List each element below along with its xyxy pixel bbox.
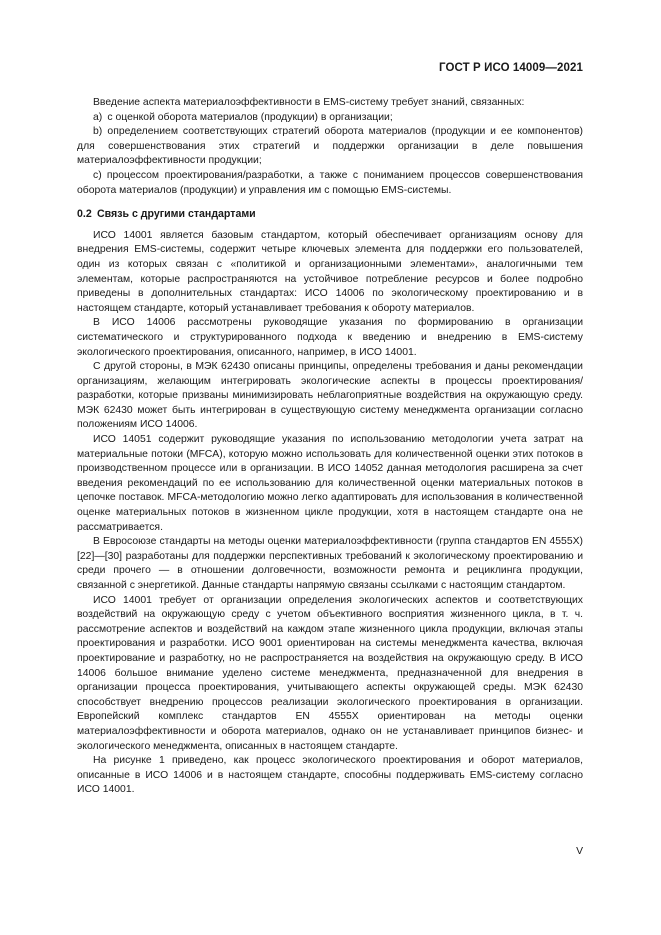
list-item-c: c) процессом проектирования/разработки, а также с пониманием процессов совершенствования оборота материалов (продукции) и управления им с помощью EMS-системы. xyxy=(77,169,583,196)
section-paragraph: ИСО 14001 является базовым стандартом, который обеспечивает организациям основу для внедрения EMS-системы, содержит четыре ключевых элемента для поддержки его пользователей, один из которых связан с «политикой и организационными элементами», аналогичными тем элементам, которые распространяются на устойчивое потребление ресурсов и более подробно приведены в дополнительных стандартах: ИСО 14006 по экологическому проектированию и в настоящем стандарте, который устанавливает требования к обороту материалов. xyxy=(77,229,583,314)
section-paragraph: В Евросоюзе стандарты на методы оценки материалоэффективности (группа стандартов EN 4555X) [22]—[30] разработаны для поддержки перспективных требований к экологическому проектированию и среди прочего — в отношении долговечности, возможности ремонта и рециклинга продукции, связанной с энергетикой. Данные стандарты напрямую связаны ссылками с настоящим стандартом. xyxy=(77,536,583,591)
section-paragraph: На рисунке 1 приведено, как процесс экологического проектирования и оборот материалов, описанные в ИСО 14006 и в настоящем стандарте, способны поддерживать EMS-систему согласно ИСО 14001. xyxy=(77,755,583,796)
section-paragraph: В ИСО 14006 рассмотрены руководящие указания по формированию в организации систематического и структурированного подхода к введению и внедрению в EMS-систему экологического проектирования, описанного, например, в ИСО 14001. xyxy=(77,317,583,358)
document-header: ГОСТ Р ИСО 14009—2021 xyxy=(438,62,583,74)
list-item-b: b) определением соответствующих стратегий оборота материалов (продукции и ее компонентов) для совершенствования этих стратегий и поддержки организации в деле повышения материалоэффективности продукции; xyxy=(77,126,583,167)
section-paragraph: ИСО 14051 содержит руководящие указания по использованию методологии учета затрат на материальные потоки (MFCA), которую можно использовать для количественной оценки этих потоков в производственном процессе или в организации. В ИСО 14052 данная методология расширена за счет введения рекомендаций по ее использованию для количественной оценки материальных потоков в цепочке поставок. MFCA-методологию можно легко адаптировать для использования в количественной оценке материальных потоков в жизненном цикле продукции, хотя в настоящем стандарте она не рассматривается. xyxy=(77,434,583,533)
list-item-a: a) с оценкой оборота материалов (продукции) в организации; xyxy=(93,111,393,123)
section-heading: 0.2 Связь с другими стандартами xyxy=(77,208,256,221)
intro-paragraph: Введение аспекта материалоэффективности в EMS-систему требует знаний, связанных: xyxy=(93,97,525,108)
page-number: V xyxy=(576,846,583,857)
page-content xyxy=(77,96,583,798)
section-paragraph: ИСО 14001 требует от организации определения экологических аспектов и соответствующих воздействий на окружающую среду с учетом объективного восприятия жизненного цикла, в т. ч. рассмотрение аспектов и воздействий на каждом этапе жизненного цикла продукции, включая этапы проектирования и разработки. ИСО 9001 ориентирован на системы менеджмента качества, включая проектирование и разработку, но не распространяется на воздействия на окружающую среду. В ИСО 14006 большое внимание уделено системе менеджмента, предназначенной для внедрения в организации процесса проектирования, учитывающего аспекты окружающей среды. МЭК 62430 способствует внедрению процессов реализации экологического проектирования в организации. Европейский комплекс стандартов EN 4555X ориентирован на методы оценки материалоэффективности и оборота материалов, однако он не устанавливает принципов бизнес- и экологического менеджмента, описанных в настоящем стандарте. xyxy=(77,594,583,752)
section-paragraph: С другой стороны, в МЭК 62430 описаны принципы, определены требования и даны рекомендации организациям, желающим интегрировать экологические аспекты в процессы проектирования/разработки, которые призваны минимизировать неблагоприятные воздействия на окружающую среду. МЭК 62430 может быть интегрирован в существующую систему менеджмента организации согласно положениям ИСО 14006. xyxy=(77,361,583,431)
